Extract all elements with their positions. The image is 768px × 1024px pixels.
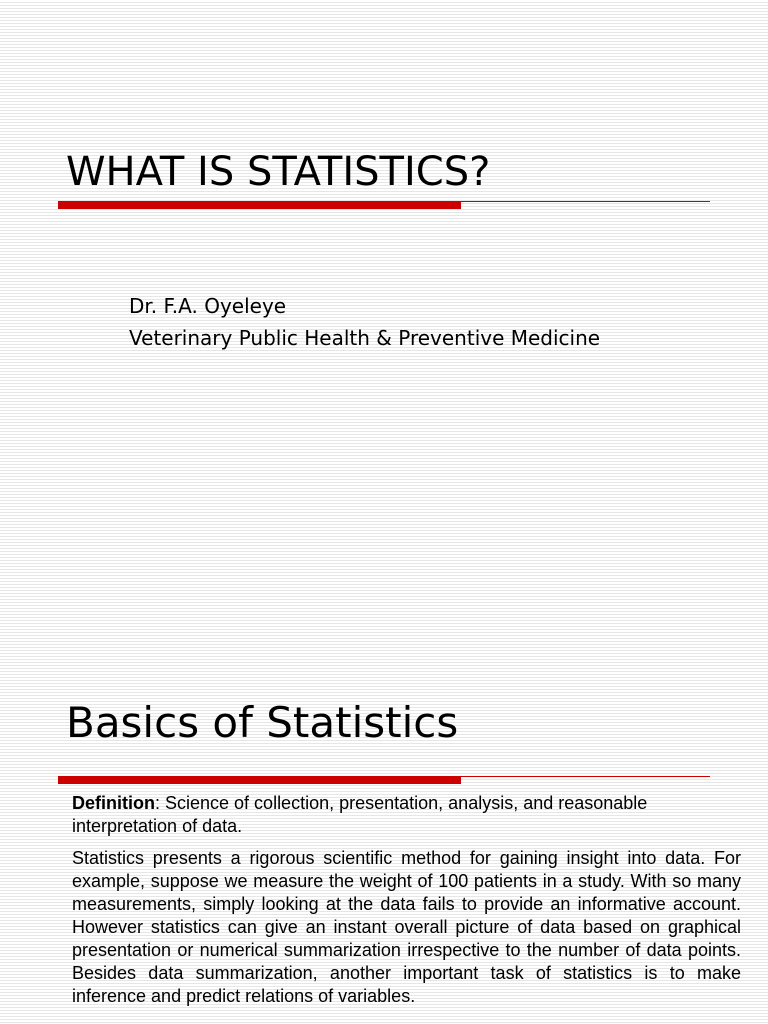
body-paragraph: Statistics presents a rigorous scientific method for gaining insight into data. For example, suppose we measure the weight of 100 patients in a study. With so many measurements, simply looking at the data fails to provide an informative account. However statistics can give an instant overall picture of data based on graphical presentation or numerical summarization irrespective to the number of data points. Besides data summarization, another important task of statistics is to make inference and predict relations of variables.: [72, 848, 741, 1006]
slide-title: Basics of Statistics: [66, 698, 459, 747]
definition-term: Definition: [72, 793, 155, 813]
accent-line: [461, 776, 710, 777]
slide-title: WHAT IS STATISTICS?: [66, 149, 491, 195]
accent-bar: [58, 776, 461, 784]
author-department: Veterinary Public Health & Preventive Medicine: [129, 326, 601, 350]
accent-line: [461, 201, 710, 202]
slide-body: [72, 792, 741, 1008]
content-slide: [0, 512, 768, 1024]
definition-text: : Science of collection, presentation, analysis, and reasonable interpretation of data.: [72, 793, 648, 836]
definition-paragraph: [72, 792, 741, 838]
author-name: Dr. F.A. Oyeleye: [129, 294, 287, 318]
title-underline: [58, 200, 710, 209]
accent-bar: [58, 201, 461, 209]
author-block: [129, 290, 600, 354]
title-underline: [58, 775, 710, 784]
